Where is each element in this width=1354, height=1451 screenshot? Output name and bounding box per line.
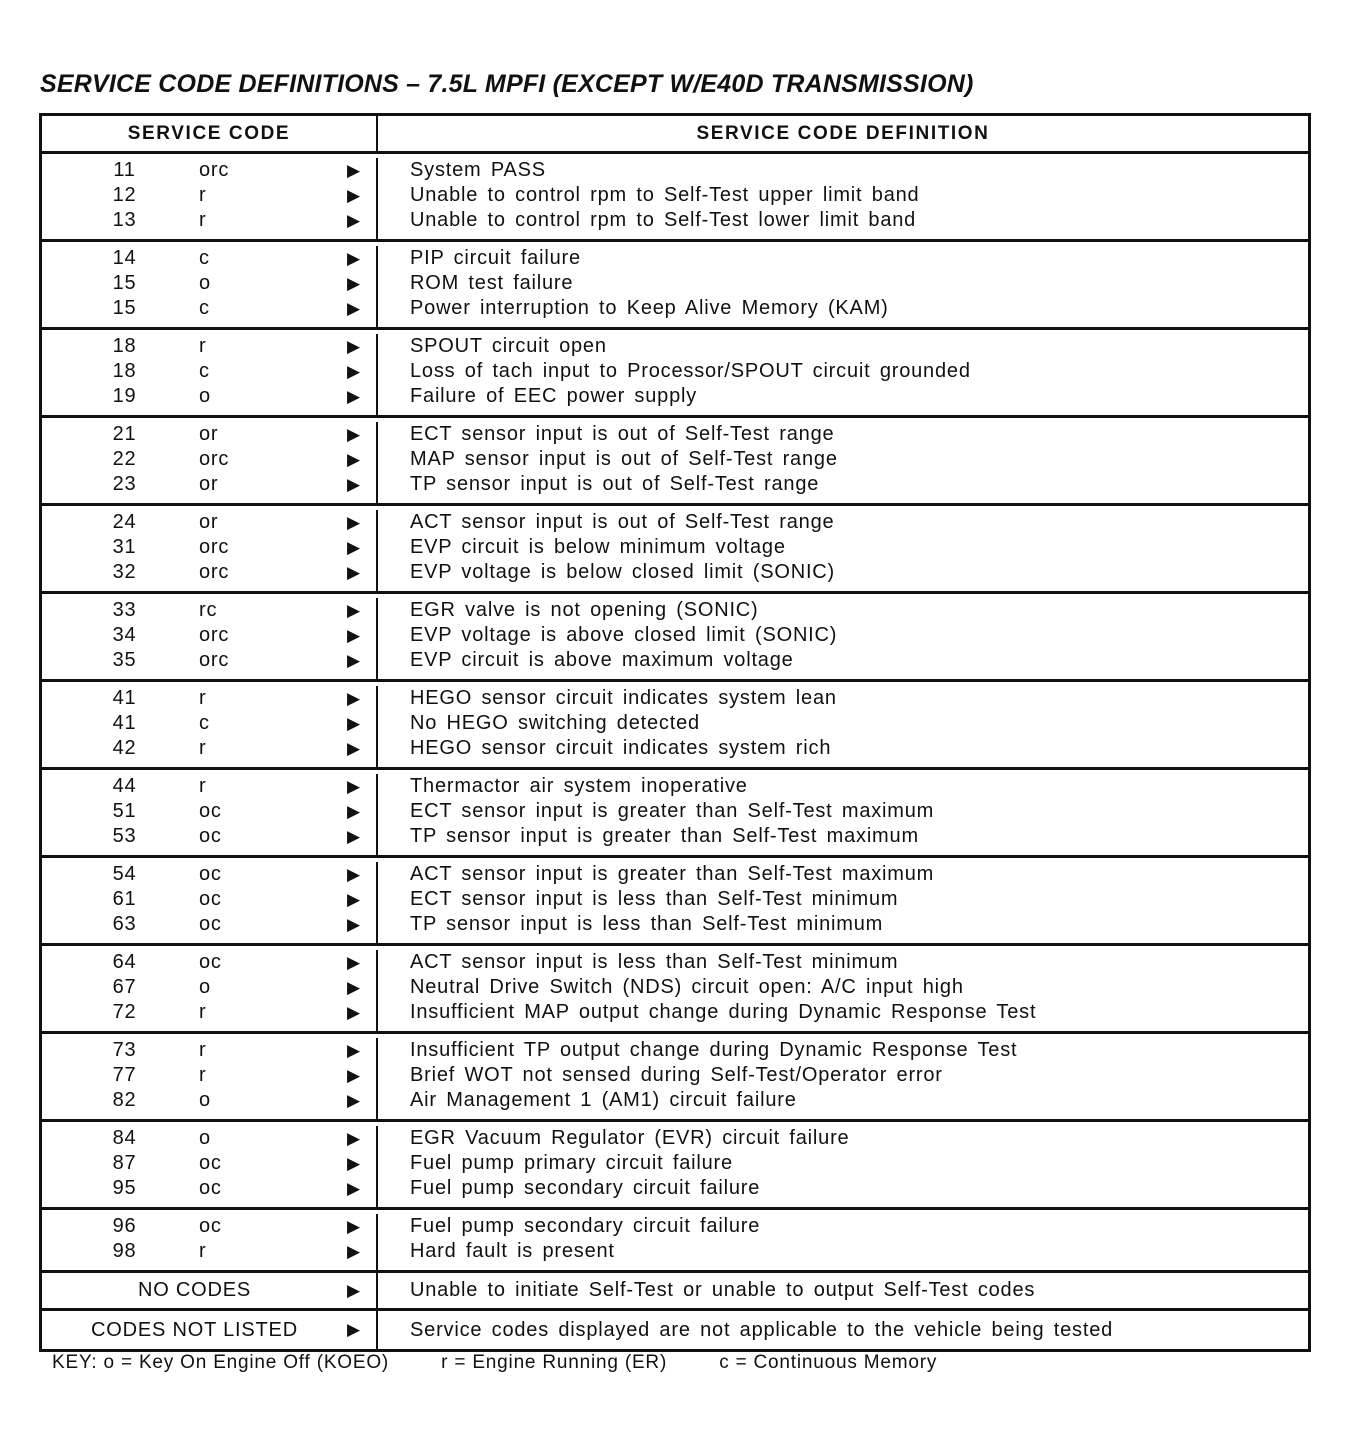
service-code-mode: oc: [199, 913, 222, 935]
arrow-right-icon: ▶: [347, 1065, 361, 1085]
service-code-number: 84: [112, 1127, 137, 1149]
key-legend: [52, 1352, 983, 1374]
service-code-mode: c: [199, 712, 210, 734]
service-code-definition: Insufficient MAP output change during Dynamic Response Test: [410, 1001, 1037, 1023]
definition-column: [378, 334, 1308, 415]
service-code-mode: r: [199, 335, 207, 357]
service-code-number: 24: [112, 511, 137, 533]
arrow-right-icon: ▶: [347, 210, 361, 230]
code-row: [42, 887, 376, 912]
code-row: [42, 334, 376, 359]
service-code-number: 15: [112, 272, 137, 294]
definition-column: [378, 510, 1308, 591]
code-row: [42, 736, 376, 761]
service-code-definition: HEGO sensor circuit indicates system lean: [410, 687, 837, 709]
service-code-mode: oc: [199, 825, 222, 847]
arrow-right-icon: ▶: [347, 713, 361, 733]
service-code-number: 98: [112, 1240, 137, 1262]
service-code-number: 42: [112, 737, 137, 759]
code-row: [42, 1038, 376, 1063]
service-code-number: 11: [113, 159, 136, 181]
service-code-definition: System PASS: [410, 159, 546, 181]
table-header: [42, 116, 1308, 154]
service-code-definition: PIP circuit failure: [410, 247, 581, 269]
arrow-right-icon: ▶: [347, 336, 361, 356]
header-service-code-definition: SERVICE CODE DEFINITION: [696, 122, 990, 144]
definition-column: [378, 1038, 1308, 1119]
arrow-right-icon: ▶: [347, 977, 361, 997]
code-row: [42, 912, 376, 937]
code-row: [42, 158, 376, 183]
arrow-right-icon: ▶: [347, 1178, 361, 1198]
arrow-right-icon: ▶: [347, 424, 361, 444]
service-code-mode: c: [199, 247, 210, 269]
service-code-definition: ACT sensor input is out of Self-Test range: [410, 511, 835, 533]
arrow-right-icon: ▶: [347, 1002, 361, 1022]
code-column: [42, 1038, 378, 1119]
service-code-mode: or: [199, 511, 219, 533]
service-code-number: 54: [112, 863, 137, 885]
definition-column: [378, 158, 1308, 239]
service-code-definition: Fuel pump secondary circuit failure: [410, 1177, 761, 1199]
service-code-mode: o: [199, 385, 211, 407]
service-code-number: 63: [112, 913, 137, 935]
service-code-mode: r: [199, 737, 207, 759]
code-row: [42, 824, 376, 849]
code-column: [42, 862, 378, 943]
code-row: [42, 472, 376, 497]
code-row: [42, 648, 376, 673]
service-code-definition: ACT sensor input is greater than Self-Test maximum: [410, 863, 935, 885]
service-code-definition: ECT sensor input is out of Self-Test range: [410, 423, 835, 445]
service-code-number: 18: [112, 335, 137, 357]
service-code-number: 77: [112, 1064, 137, 1086]
service-code-definition: Thermactor air system inoperative: [410, 775, 748, 797]
service-code-definition: EVP circuit is above maximum voltage: [410, 649, 794, 671]
service-code-definition: SPOUT circuit open: [410, 335, 607, 357]
service-code-number: 82: [112, 1089, 137, 1111]
service-code-mode: r: [199, 209, 207, 231]
arrow-right-icon: ▶: [347, 562, 361, 582]
service-code-mode: o: [199, 272, 211, 294]
service-code-mode: c: [199, 360, 210, 382]
code-group: [42, 1210, 1308, 1273]
arrow-right-icon: ▶: [347, 889, 361, 909]
service-code-number: 21: [112, 423, 137, 445]
service-code-definition: Air Management 1 (AM1) circuit failure: [410, 1089, 797, 1111]
arrow-right-icon: ▶: [347, 826, 361, 846]
arrow-right-icon: ▶: [347, 1241, 361, 1261]
service-code-number: 72: [112, 1001, 137, 1023]
definition-column: [378, 1126, 1308, 1207]
code-column: [42, 686, 378, 767]
service-code-mode: oc: [199, 800, 222, 822]
code-group: [42, 330, 1308, 418]
arrow-right-icon: ▶: [347, 688, 361, 708]
code-row: [42, 183, 376, 208]
code-row: [42, 975, 376, 1000]
service-code-number: 15: [112, 297, 137, 319]
service-code-mode: c: [199, 297, 210, 319]
header-service-code: SERVICE CODE: [42, 116, 378, 151]
arrow-right-icon: ▶: [347, 1040, 361, 1060]
arrow-right-icon: ▶: [347, 1216, 361, 1236]
arrow-right-icon: ▶: [347, 864, 361, 884]
code-column: [42, 158, 378, 239]
service-code-mode: orc: [199, 159, 230, 181]
service-code-mode: or: [199, 473, 219, 495]
service-code-mode: r: [199, 1039, 207, 1061]
service-code-mode: oc: [199, 951, 222, 973]
arrow-right-icon: ▶: [347, 512, 361, 532]
code-row: [42, 1126, 376, 1151]
code-row: [42, 598, 376, 623]
service-code-definition: ACT sensor input is less than Self-Test minimum: [410, 951, 899, 973]
service-code-mode: orc: [199, 448, 230, 470]
code-column: [42, 334, 378, 415]
definition-column: [378, 950, 1308, 1031]
code-column: [42, 1273, 378, 1308]
code-row: [42, 246, 376, 271]
service-code-number: 12: [112, 184, 137, 206]
table-body: [42, 154, 1308, 1349]
service-code-number: 87: [112, 1152, 137, 1174]
service-code-number: 32: [112, 561, 137, 583]
service-code-number: 41: [112, 712, 137, 734]
arrow-right-icon: ▶: [347, 738, 361, 758]
arrow-right-icon: ▶: [347, 361, 361, 381]
service-code-number: 51: [112, 800, 137, 822]
code-row: [42, 560, 376, 585]
service-code-mode: orc: [199, 624, 230, 646]
service-code-definition: No HEGO switching detected: [410, 712, 700, 734]
service-code-definition: Service codes displayed are not applicable to the vehicle being tested: [410, 1318, 1114, 1341]
service-code-mode: rc: [199, 599, 218, 621]
service-code-definition: HEGO sensor circuit indicates system rich: [410, 737, 832, 759]
service-code-definition: Fuel pump primary circuit failure: [410, 1152, 733, 1174]
definition-column: [378, 246, 1308, 327]
code-column: [42, 1214, 378, 1270]
code-group: [42, 154, 1308, 242]
arrow-right-icon: ▶: [347, 273, 361, 293]
service-code-mode: oc: [199, 1215, 222, 1237]
code-row: [42, 510, 376, 535]
special-code-row: [42, 1311, 1308, 1349]
code-group: [42, 682, 1308, 770]
service-code-definition: TP sensor input is less than Self-Test minimum: [410, 913, 884, 935]
service-code-number: 35: [112, 649, 137, 671]
definition-column: [378, 598, 1308, 679]
code-group: [42, 1034, 1308, 1122]
service-code-definition: TP sensor input is greater than Self-Test maximum: [410, 825, 919, 847]
service-code-number: 34: [112, 624, 137, 646]
arrow-right-icon: ▶: [347, 449, 361, 469]
code-group: [42, 506, 1308, 594]
service-code-definition: Brief WOT not sensed during Self-Test/Operator error: [410, 1064, 943, 1086]
code-row: [42, 799, 376, 824]
arrow-right-icon: ▶: [347, 1090, 361, 1110]
code-row: [42, 271, 376, 296]
service-code-mode: oc: [199, 888, 222, 910]
code-group: [42, 770, 1308, 858]
code-row: [42, 623, 376, 648]
code-row: [42, 447, 376, 472]
service-code-number: 31: [112, 536, 137, 558]
service-code-definition: ECT sensor input is less than Self-Test minimum: [410, 888, 899, 910]
code-row: [42, 384, 376, 409]
definition-column: [378, 422, 1308, 503]
service-code-number: 41: [112, 687, 137, 709]
special-code-row: [42, 1273, 1308, 1311]
service-code-mode: o: [199, 1127, 211, 1149]
service-code-number: 95: [112, 1177, 137, 1199]
arrow-right-icon: ▶: [347, 625, 361, 645]
code-column: [42, 510, 378, 591]
code-column: [42, 1311, 378, 1349]
code-column: [42, 950, 378, 1031]
arrow-right-icon: ▶: [347, 1128, 361, 1148]
service-code-mode: r: [199, 1064, 207, 1086]
code-column: [42, 246, 378, 327]
service-code-number: 44: [112, 775, 137, 797]
code-row: [42, 359, 376, 384]
arrow-right-icon: ▶: [347, 650, 361, 670]
code-row: [42, 208, 376, 233]
arrow-right-icon: ▶: [347, 386, 361, 406]
code-row: [42, 950, 376, 975]
key-c: c = Continuous Memory: [719, 1352, 938, 1373]
arrow-right-icon: ▶: [347, 1153, 361, 1173]
service-code-number: 13: [112, 209, 137, 231]
service-code-definition: EGR Vacuum Regulator (EVR) circuit failure: [410, 1127, 850, 1149]
code-group: [42, 1122, 1308, 1210]
service-code-definition: Unable to initiate Self-Test or unable to output Self-Test codes: [410, 1279, 1036, 1301]
arrow-right-icon: ▶: [347, 537, 361, 557]
service-code-definition: EVP voltage is above closed limit (SONIC): [410, 624, 838, 646]
code-group: [42, 858, 1308, 946]
service-code-definition: TP sensor input is out of Self-Test range: [410, 473, 820, 495]
service-code-definition: Fuel pump secondary circuit failure: [410, 1215, 761, 1237]
service-code-mode: oc: [199, 863, 222, 885]
code-group: [42, 946, 1308, 1034]
page-title: SERVICE CODE DEFINITIONS – 7.5L MPFI (EXCEPT W/E40D TRANSMISSION): [40, 70, 974, 98]
code-row: [42, 1239, 376, 1264]
service-code-mode: oc: [199, 1152, 222, 1174]
service-code-definition: Insufficient TP output change during Dynamic Response Test: [410, 1039, 1018, 1061]
arrow-right-icon: ▶: [347, 1320, 361, 1339]
service-code-definition: EVP voltage is below closed limit (SONIC): [410, 561, 836, 583]
code-row: [42, 422, 376, 447]
code-group: [42, 418, 1308, 506]
service-code-definition: Unable to control rpm to Self-Test upper limit band: [410, 184, 920, 206]
arrow-right-icon: ▶: [347, 600, 361, 620]
service-code-definition: Hard fault is present: [410, 1240, 615, 1262]
service-code-mode: oc: [199, 1177, 222, 1199]
service-code-definition: Power interruption to Keep Alive Memory (KAM): [410, 297, 889, 319]
arrow-right-icon: ▶: [347, 801, 361, 821]
code-row: [42, 862, 376, 887]
service-code-mode: r: [199, 184, 207, 206]
definition-column: [378, 686, 1308, 767]
service-code-number: 33: [112, 599, 137, 621]
arrow-right-icon: ▶: [347, 1280, 361, 1300]
service-code-number: 64: [112, 951, 137, 973]
code-row: [42, 1214, 376, 1239]
arrow-right-icon: ▶: [347, 474, 361, 494]
code-row: [42, 1088, 376, 1113]
service-code-number: 53: [112, 825, 137, 847]
service-code-number: 61: [112, 888, 137, 910]
service-code-definition: Loss of tach input to Processor/SPOUT circuit grounded: [410, 360, 971, 382]
service-code-definition: ROM test failure: [410, 272, 574, 294]
arrow-right-icon: ▶: [347, 248, 361, 268]
service-code-definition: Neutral Drive Switch (NDS) circuit open: A/C input high: [410, 976, 964, 998]
arrow-right-icon: ▶: [347, 914, 361, 934]
definition-column: [378, 774, 1308, 855]
code-row: [42, 535, 376, 560]
service-code-number: 18: [112, 360, 137, 382]
arrow-right-icon: ▶: [347, 160, 361, 180]
code-row: [42, 1000, 376, 1025]
code-column: [42, 1126, 378, 1207]
service-code-definition: Unable to control rpm to Self-Test lower limit band: [410, 209, 917, 231]
code-row: [42, 1063, 376, 1088]
service-code-definition: MAP sensor input is out of Self-Test range: [410, 448, 838, 470]
service-code-number: 19: [112, 385, 137, 407]
definition-column: [378, 1214, 1308, 1270]
code-column: [42, 774, 378, 855]
service-code-number: 96: [112, 1215, 137, 1237]
service-code-mode: orc: [199, 536, 230, 558]
service-code-definition: Failure of EEC power supply: [410, 385, 698, 407]
service-code-definition: ECT sensor input is greater than Self-Test maximum: [410, 800, 935, 822]
service-code-number: 73: [112, 1039, 137, 1061]
service-code-number: 67: [112, 976, 137, 998]
arrow-right-icon: ▶: [347, 298, 361, 318]
service-code-mode: r: [199, 687, 207, 709]
code-row: [42, 296, 376, 321]
service-code-number: 23: [112, 473, 137, 495]
code-group: [42, 242, 1308, 330]
arrow-right-icon: ▶: [347, 776, 361, 796]
service-code-mode: orc: [199, 561, 230, 583]
code-column: [42, 422, 378, 503]
service-code-mode: or: [199, 423, 219, 445]
service-code-definition: EGR valve is not opening (SONIC): [410, 599, 759, 621]
code-group: [42, 594, 1308, 682]
service-code-definition: EVP circuit is below minimum voltage: [410, 536, 786, 558]
service-code-number: 14: [112, 247, 137, 269]
service-code-mode: o: [199, 1089, 211, 1111]
service-code-table: [39, 113, 1311, 1352]
arrow-right-icon: ▶: [347, 185, 361, 205]
arrow-right-icon: ▶: [347, 952, 361, 972]
service-code-mode: o: [199, 976, 211, 998]
special-code-label: NO CODES: [137, 1279, 252, 1301]
service-code-mode: orc: [199, 649, 230, 671]
code-row: [42, 686, 376, 711]
definition-column: [378, 862, 1308, 943]
key-o: KEY: o = Key On Engine Off (KOEO): [52, 1352, 390, 1373]
special-code-label: CODES NOT LISTED: [91, 1318, 298, 1341]
key-r: r = Engine Running (ER): [441, 1352, 668, 1373]
service-code-mode: r: [199, 1001, 207, 1023]
service-code-mode: r: [199, 1240, 207, 1262]
code-row: [42, 1176, 376, 1201]
code-row: [42, 774, 376, 799]
code-row: [42, 1151, 376, 1176]
code-row: [42, 711, 376, 736]
code-column: [42, 598, 378, 679]
service-code-number: 22: [112, 448, 137, 470]
service-code-mode: r: [199, 775, 207, 797]
